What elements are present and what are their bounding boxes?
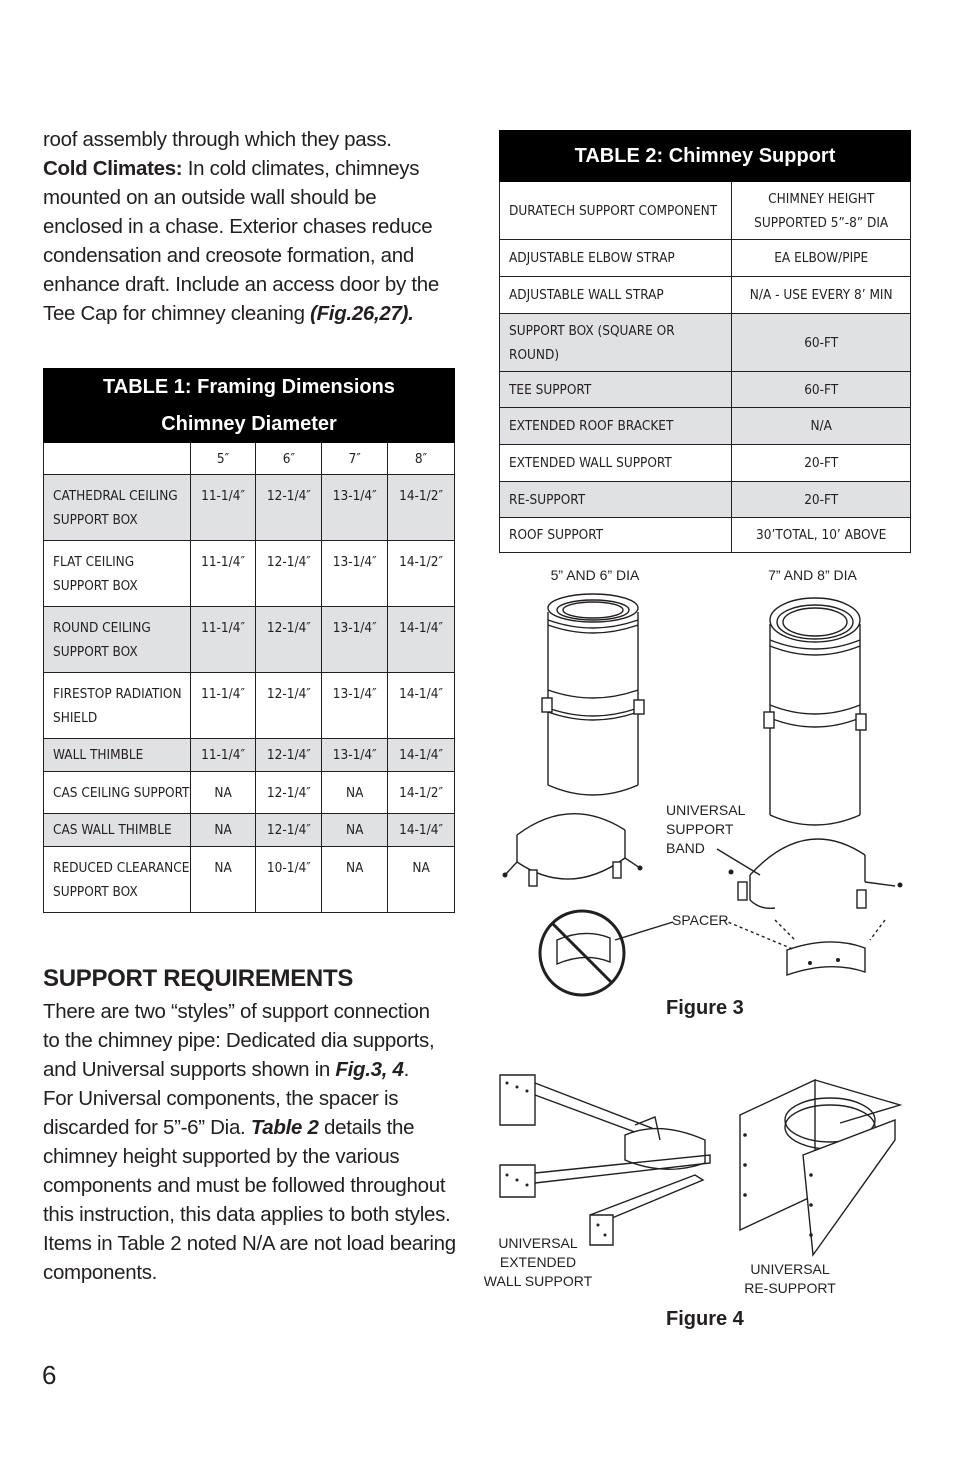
table-row — [500, 314, 911, 372]
table2-header-left: DURATECH SUPPORT COMPONENT — [500, 182, 732, 240]
label-line: UNIVERSAL — [498, 1235, 578, 1251]
row-label: ADJUSTABLE ELBOW STRAP — [500, 240, 732, 277]
figure4-caption: Figure 4 — [666, 1308, 744, 1330]
cell: 20-FT — [732, 482, 911, 518]
cell: 11-1/4″ — [190, 739, 256, 772]
support-line: this instruction, this data applies to both styles. — [43, 1203, 451, 1226]
support-line: Items in Table 2 noted N/A are not load bearing — [43, 1232, 456, 1255]
fig4-extended-label — [478, 1234, 598, 1291]
cell: 60-FT — [732, 314, 911, 372]
row-label: WALL THIMBLE — [44, 739, 191, 772]
extended-wall-support-drawing — [500, 1075, 710, 1245]
figure3-caption: Figure 3 — [666, 997, 744, 1019]
intro-text: Tee Cap for chimney cleaning — [43, 302, 311, 325]
table-row — [44, 541, 455, 607]
row-label: CAS WALL THIMBLE — [44, 814, 191, 847]
cell: 13-1/4″ — [322, 475, 388, 541]
intro-line: enhance draft. Include an access door by the — [43, 273, 439, 296]
support-text: details the — [318, 1116, 415, 1139]
intro-line: mounted on an outside wall should be — [43, 186, 377, 209]
support-line: For Universal components, the spacer is — [43, 1087, 399, 1110]
cold-climates-text: In cold climates, chimneys — [182, 157, 420, 180]
intro-line: roof assembly through which they pass. — [43, 128, 392, 151]
label-line: WALL SUPPORT — [483, 1273, 593, 1289]
cell: NA — [190, 772, 256, 814]
cell: 12-1/4″ — [256, 475, 322, 541]
figure-reference: Fig.3, 4 — [335, 1058, 404, 1081]
fig4-resupport-label — [730, 1260, 850, 1298]
cell: 12-1/4″ — [256, 607, 322, 673]
intro-line: condensation and creosote formation, and — [43, 244, 414, 267]
framing-dimensions-table — [43, 368, 455, 913]
support-line: to the chimney pipe: Dedicated dia supports, — [43, 1029, 435, 1052]
cell: 11-1/4″ — [190, 607, 256, 673]
label-line: BAND — [666, 840, 705, 856]
support-text: . — [403, 1058, 410, 1081]
table-row — [44, 475, 455, 541]
table-row — [500, 240, 911, 277]
cell: 14-1/4″ — [388, 739, 455, 772]
fig3-band-label — [666, 801, 745, 858]
table1-corner — [44, 443, 191, 475]
support-band-small — [505, 814, 640, 886]
table-row — [500, 518, 911, 553]
label-line: EXTENDED — [499, 1254, 577, 1270]
cell: 14-1/4″ — [388, 673, 455, 739]
figure3-illustration — [495, 590, 915, 1010]
cell: 12-1/4″ — [256, 739, 322, 772]
small-pipe-drawing — [542, 594, 644, 795]
cell: NA — [388, 847, 455, 913]
row-label: EXTENDED WALL SUPPORT — [500, 445, 732, 482]
support-text: discarded for 5”-6” Dia. — [43, 1116, 251, 1139]
cold-climates-label: Cold Climates: — [43, 157, 183, 180]
cell: 13-1/4″ — [322, 541, 388, 607]
page-number: 6 — [42, 1360, 57, 1390]
cell: 13-1/4″ — [322, 607, 388, 673]
table-row — [500, 445, 911, 482]
row-label: EXTENDED ROOF BRACKET — [500, 408, 732, 445]
row-label: ROOF SUPPORT — [500, 518, 732, 553]
table-row — [500, 408, 911, 445]
table-row — [500, 372, 911, 408]
table-row — [44, 673, 455, 739]
cell: 14-1/2″ — [388, 475, 455, 541]
row-label: ADJUSTABLE WALL STRAP — [500, 277, 732, 314]
cell: 11-1/4″ — [190, 475, 256, 541]
cell: N/A — [732, 408, 911, 445]
cell: 14-1/4″ — [388, 814, 455, 847]
table2-header-right: CHIMNEY HEIGHT SUPPORTED 5”-8” DIA — [732, 182, 911, 240]
label-line: SUPPORT — [666, 821, 734, 837]
figure-reference: (Fig.26,27). — [310, 302, 414, 325]
cell: NA — [322, 814, 388, 847]
intro-line: enclosed in a chase. Exterior chases reduce — [43, 215, 433, 238]
spacer-drawing — [723, 920, 885, 975]
cell: 14-1/2″ — [388, 541, 455, 607]
table1-title: TABLE 1: Framing Dimensions — [44, 369, 455, 406]
label-line: RE-SUPPORT — [744, 1280, 836, 1296]
support-line: components. — [43, 1261, 158, 1284]
re-support-drawing — [740, 1080, 900, 1255]
support-text: and Universal supports shown in — [43, 1058, 336, 1081]
row-label: CAS CEILING SUPPORT — [44, 772, 191, 814]
cell: 14-1/4″ — [388, 607, 455, 673]
fig3-label-large: 7” AND 8” DIA — [768, 567, 857, 583]
table1-subtitle: Chimney Diameter — [44, 406, 455, 443]
cell: 14-1/2″ — [388, 772, 455, 814]
figure4-illustration — [495, 1065, 915, 1260]
cell: 12-1/4″ — [256, 772, 322, 814]
support-line — [43, 1055, 463, 1084]
table1-col-header: 6″ — [256, 443, 322, 475]
row-label: ROUND CEILING SUPPORT BOX — [44, 607, 191, 673]
table1-col-header: 7″ — [322, 443, 388, 475]
row-label: TEE SUPPORT — [500, 372, 732, 408]
table-row — [44, 847, 455, 913]
table-row — [500, 482, 911, 518]
table1-col-header: 8″ — [388, 443, 455, 475]
prohibited-icon — [540, 911, 624, 995]
fig3-label-small: 5” AND 6” DIA — [550, 567, 640, 583]
support-heading: SUPPORT REQUIREMENTS — [43, 965, 354, 992]
intro-line — [43, 154, 463, 183]
cell: 11-1/4″ — [190, 673, 256, 739]
fig3-spacer-label: SPACER — [672, 912, 729, 928]
chimney-support-table — [499, 130, 911, 553]
row-label: RE-SUPPORT — [500, 482, 732, 518]
intro-paragraph — [43, 125, 463, 328]
cell: 10-1/4″ — [256, 847, 322, 913]
table-row — [44, 739, 455, 772]
table-row — [500, 277, 911, 314]
intro-line — [43, 299, 463, 328]
cell: 20-FT — [732, 445, 911, 482]
cell: 13-1/4″ — [322, 739, 388, 772]
row-label: REDUCED CLEARANCE SUPPORT BOX — [44, 847, 191, 913]
support-line: chimney height supported by the various — [43, 1145, 400, 1168]
row-label: FIRESTOP RADIATION SHIELD — [44, 673, 191, 739]
cell: N/A - USE EVERY 8’ MIN — [732, 277, 911, 314]
table-reference: Table 2 — [250, 1116, 319, 1139]
cell: NA — [190, 847, 256, 913]
table1-col-header: 5″ — [190, 443, 256, 475]
row-label: CATHEDRAL CEILING SUPPORT BOX — [44, 475, 191, 541]
table-row — [44, 772, 455, 814]
cell: 30’TOTAL, 10’ ABOVE — [732, 518, 911, 553]
cell: NA — [322, 772, 388, 814]
cell: 13-1/4″ — [322, 673, 388, 739]
cell: EA ELBOW/PIPE — [732, 240, 911, 277]
cell: 11-1/4″ — [190, 541, 256, 607]
table-row — [44, 814, 455, 847]
cell: 12-1/4″ — [256, 814, 322, 847]
cell: 12-1/4″ — [256, 673, 322, 739]
support-band-large — [738, 839, 895, 908]
cell: 60-FT — [732, 372, 911, 408]
support-line — [43, 1113, 463, 1142]
table-row — [44, 607, 455, 673]
large-pipe-drawing — [764, 598, 866, 825]
row-label: SUPPORT BOX (SQUARE OR ROUND) — [500, 314, 732, 372]
table2-title: TABLE 2: Chimney Support — [500, 131, 911, 182]
support-paragraph — [43, 997, 463, 1287]
support-line: components and must be followed throughout — [43, 1174, 446, 1197]
cell: NA — [190, 814, 256, 847]
row-label: FLAT CEILING SUPPORT BOX — [44, 541, 191, 607]
cell: NA — [322, 847, 388, 913]
label-line: UNIVERSAL — [750, 1261, 830, 1277]
support-line: There are two “styles” of support connection — [43, 1000, 430, 1023]
cell: 12-1/4″ — [256, 541, 322, 607]
label-line: UNIVERSAL — [666, 802, 746, 818]
